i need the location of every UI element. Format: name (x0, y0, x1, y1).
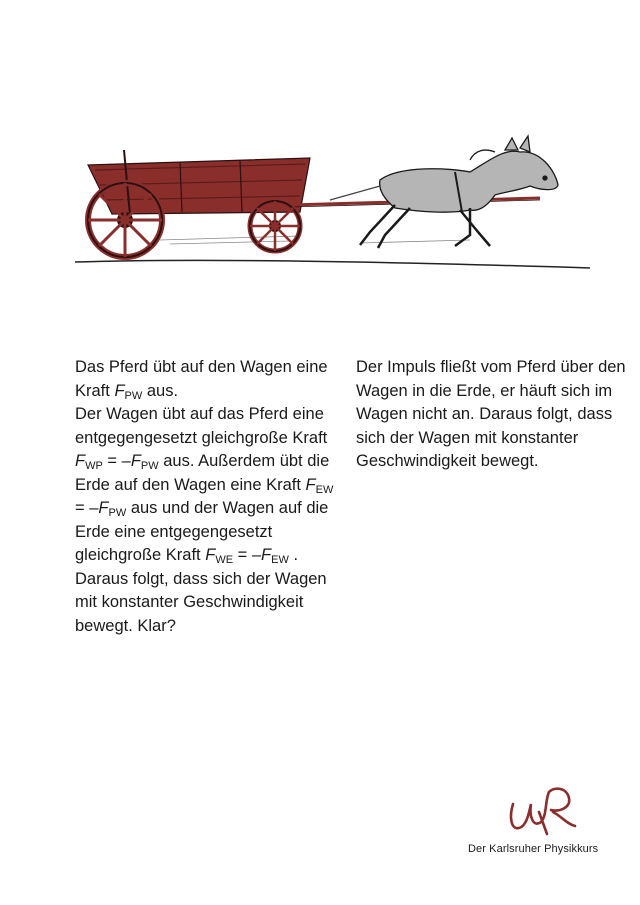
ground-shadow (160, 236, 470, 244)
horse-wagon-illustration (0, 0, 640, 300)
force-symbol: $F_{PW}$ (130, 452, 159, 472)
force-symbol: $F_{WE}$ (205, 546, 234, 566)
force-symbol: $F_{PW}$ (114, 381, 143, 402)
equals-sign: = – (102, 452, 131, 470)
force-symbol: $F_{PW}$ (98, 499, 127, 519)
left-text-column (75, 356, 335, 638)
text-run: Der Wagen übt auf das Pferd eine entgegengesetzt gleichgroße Kraft (75, 405, 328, 447)
force-symbol: $F_{WP}$ (75, 452, 103, 472)
horse (330, 136, 558, 248)
right-text-column (356, 356, 626, 474)
text-run: aus. (142, 381, 179, 400)
ground-line (75, 260, 590, 268)
text-run: aus und der Wagen auf die Erde eine entgegengesetzt gleichgroße Kraft (75, 499, 329, 564)
wagon-wheel-front (250, 201, 300, 251)
left-paragraph-2 (75, 403, 335, 638)
publisher-footer: Der Karlsruher Physikkurs (468, 843, 599, 855)
equals-sign: = – (75, 499, 99, 517)
karlsruhe-logo-icon (505, 782, 580, 842)
text-run: . Daraus folgt, dass sich der Wagen mit konstanter Geschwindigkeit bewegt. Klar? (75, 546, 327, 635)
force-symbol: $F_{EW}$ (261, 546, 289, 566)
wagon-wheel-back (88, 183, 162, 257)
left-paragraph-1 (75, 356, 335, 403)
text-run: aus. Außerdem übt die Erde auf den Wagen eine Kraft (75, 452, 330, 494)
text-run: Das Pferd übt auf den Wagen eine Kraft (75, 358, 328, 400)
equals-sign: = – (233, 546, 262, 564)
right-paragraph: Der Impuls fließt vom Pferd über den Wagen in die Erde, er häuft sich im Wagen nicht an. Daraus folgt, dass sich der Wagen mit konstanter Geschwindigkeit bewegt. (356, 358, 626, 470)
force-symbol: $F_{EW}$ (305, 475, 334, 496)
